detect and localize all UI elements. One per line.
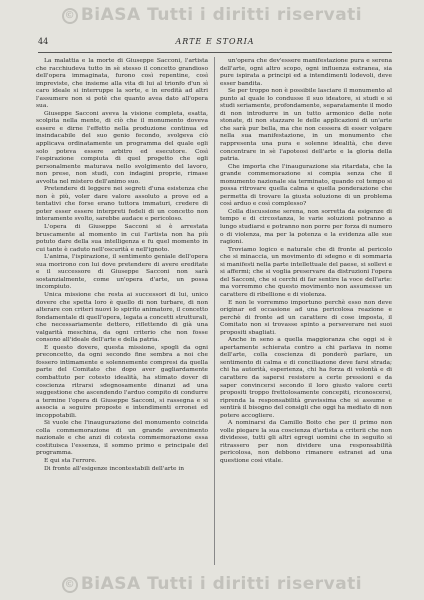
paragraph: Colla discussione serena, non sorretta da esigenze di tempo e di circostanza, le varie soluzioni potranno a lungo studiarsi e potranno non porre per forza di numero o di violenza, ma per la potenza e la evidenza alle sue ragioni. [220, 208, 392, 246]
paragraph: L'anima, l'ispirazione, il sentimento geniale dell'opera sua morirono con lui dove pretendere di avere ereditate e il successore di Giuseppe Sacconi non sarà sostanzialmente, come un'opera d'arte, un possa incompiuto. [36, 254, 208, 291]
paragraph: L'opera di Giuseppe Sacconi si è arrestata bruscamente al momento in cui l'artista non ha più potuto dare della sua intelligenza e fu quel momento in cui tante è caduto nell'oscurità e nell'ignoto. [36, 224, 208, 253]
paragraph: E non le vorremmo importuno perchè esso non deve originar ed occasione ad una pericolosa reazione e perchè di fronte ad un carattere di cose imposta, il Comitato non si trovasse spinto a perseverare nei suoi propositi sbagliati. [220, 299, 392, 336]
paragraph: La malattia e la morte di Giuseppe Sacconi, l'artista che racchiudeva tutto in sè stesso il concetto grandioso dell'opera immaginata, furono così repentine, così impreviste, che insieme alla vita di lui al trionfo d'un sì caro ideale si interruppe la sorte, e in eredità ad altri l'assumere non si potè che quanto avea dato all'opera sua. [36, 58, 208, 110]
running-title: ARTE E STORIA [175, 37, 255, 46]
page-number: 44 [38, 37, 49, 46]
paragraph: Unica missione che resta ai successori di lui, unico dovere che spetta loro è quello di non turbare, di non alterare con criteri nuovi lo spirito animatore, il concetto fondamentale di quell'opera, legata a concetti strutturali, che necessariamente dettero, riflettendo di già una valgarità meschina, da ogni criterio che non fosse consono all'ideale dell'arte e della patria. [36, 291, 208, 344]
page-header [38, 37, 392, 49]
paragraph: Di fronte all'esigenze incontestabili dell'arte in [44, 465, 185, 472]
copyright-logo-icon: © [62, 8, 78, 24]
watermark-top [0, 5, 424, 25]
paragraph: A nominarsi da Camillo Boito che per il primo non volle piegare la sua coscienza d'artista a criterii che non dividesse, tutti gli altri egregi uomini che in seguito si ritrassero per non dividere una responsabilità pericolosa, non debbono rimanere estranei ad una questione così vitale. [220, 420, 392, 464]
paragraph: Se per troppo non è possibile lasciare il monumento al punto al quale lo condusse il suo ideatore, si studi e si studi seriamente, profondamente, separatamente il modo di non introdurre in un tutto armonico delle note stonate, di non stazzare le delle applicazioni di un'arte che sarà pur bella, ma che non cessera di esser volgare nella sua manifestazione, in un monumento che rappresenta una pura e solenne idealità, che deve concentrare in sè l'apoteosi dell'arte e la gloria della patria. [220, 88, 392, 163]
copyright-logo-icon: © [62, 577, 78, 593]
watermark-bottom [0, 574, 424, 594]
column-divider [214, 57, 215, 565]
left-column [36, 58, 208, 566]
paragraph: Si vuole che l'inaugurazione del monumento coincida colla commemorazione di un grande avvenimento nazionale e che anzi di cotesta commemorazione essa costituisca l'essenza, il sommo primo e principale del programma. [36, 420, 208, 457]
paragraph: E questo dovere, questa missione, spogli da ogni preconcetto, da ogni secondo fine sembra a noi che fossero intimamente e solennemente compresi da quella parte del Comitato che dopo aver gagliardamente combattuto per cotesto idealità, ha stimato dover di coscienza ritrarsi sdegnosamente dinanzi ad una suggestione che ascendendo l'arduo compito di condurre a termine l'opera di Giuseppe Sacconi, si rassegna e si associa a seguire proposte e intendimenti erronei ed incoppotabili. [36, 344, 208, 419]
paragraph: Giuseppe Sacconi aveva la visione completa, esatta, scolpita nella mente, di ciò che il monumento doveva essere e dirne l'effetto nella produzione continua ed insindacabile del suo genio fecondo, svolgeva ciò applicava ordinatamente un programma del quale egli solo poteva essere arbitro ed esecutore. Così l'espirazione compiuta di quel progetto che egli personalmente maturava nello svolgimento del lavoro, non prese, non studi, con indagini proprie, rimase avvolta nel mistero dell'animo suo. [36, 110, 208, 185]
paragraph: un'opera che dev'essere manifestazione pura e serena dell'arte, ogni altro scopo, ogni influenza estranea, sia pure ispirata a principi ed a intendimenti lodevoli, deve esser bandita. [220, 58, 392, 87]
paragraph: Che importa che l'inaugurazione sia ritardata, che la grande commemorazione si compia senza che il monumento nazionale sia terminato, quando col tempo si possa ritrovare quella calma e quella ponderazione che permetta di trovare la giusta soluzione di un problema così arduo e così complesso? [220, 163, 392, 208]
paragraph: Anche in seno a quella maggioranza che oggi si è apertamente schierata contro a chi parlava in nome dell'arte, colla coscienza di ponderò parlare, un sentimento di calma e di conciliazione deve farsi strada; chi ha autorità, esperienza, chi ha forza di volontà e di carattere da sapersi resistere a certe pressioni e da saper convincersi secondo il loro giusto valore certi propositi troppo frettolosamente concepiti, riconoscersi, riprenda la responsabilità gravissima che si assume e sentirà il bisogno del consigli che oggi ha mediato di non potere accogliere. [220, 337, 392, 419]
paragraph: E qui sta l'errore. [44, 457, 97, 464]
watermark-top-text: BiASA Tutti i diritti riservati [80, 5, 363, 25]
header-rule [38, 52, 392, 53]
right-column [220, 58, 392, 566]
paragraph: Troviamo logico e naturale che di fronte al pericolo che si minaccia, un movimento di sdegno e di sommaria si manifesti nella parte intellettuale del paese, si sollevi e si affermi; che si voglia preservare da distruzioni l'opera del Sacconi, che si cerchi di far sentire la voce dell'arte: ma vorremmo che questo movimento non assumesse un carattere di ribellione e di violenza. [220, 246, 392, 298]
watermark-bottom-text: BiASA Tutti i diritti riservati [80, 574, 363, 594]
paragraph: Pretendere di leggere nei segreti d'una esistenza che non è più, voler dare valore assoluto a prove ed a tentativi che forse erano tuttora immaturi, credere di poter esser essere interpreti fedeli di un concetto non interamente svolto, sarebbe audace e pericoloso. [36, 186, 208, 223]
